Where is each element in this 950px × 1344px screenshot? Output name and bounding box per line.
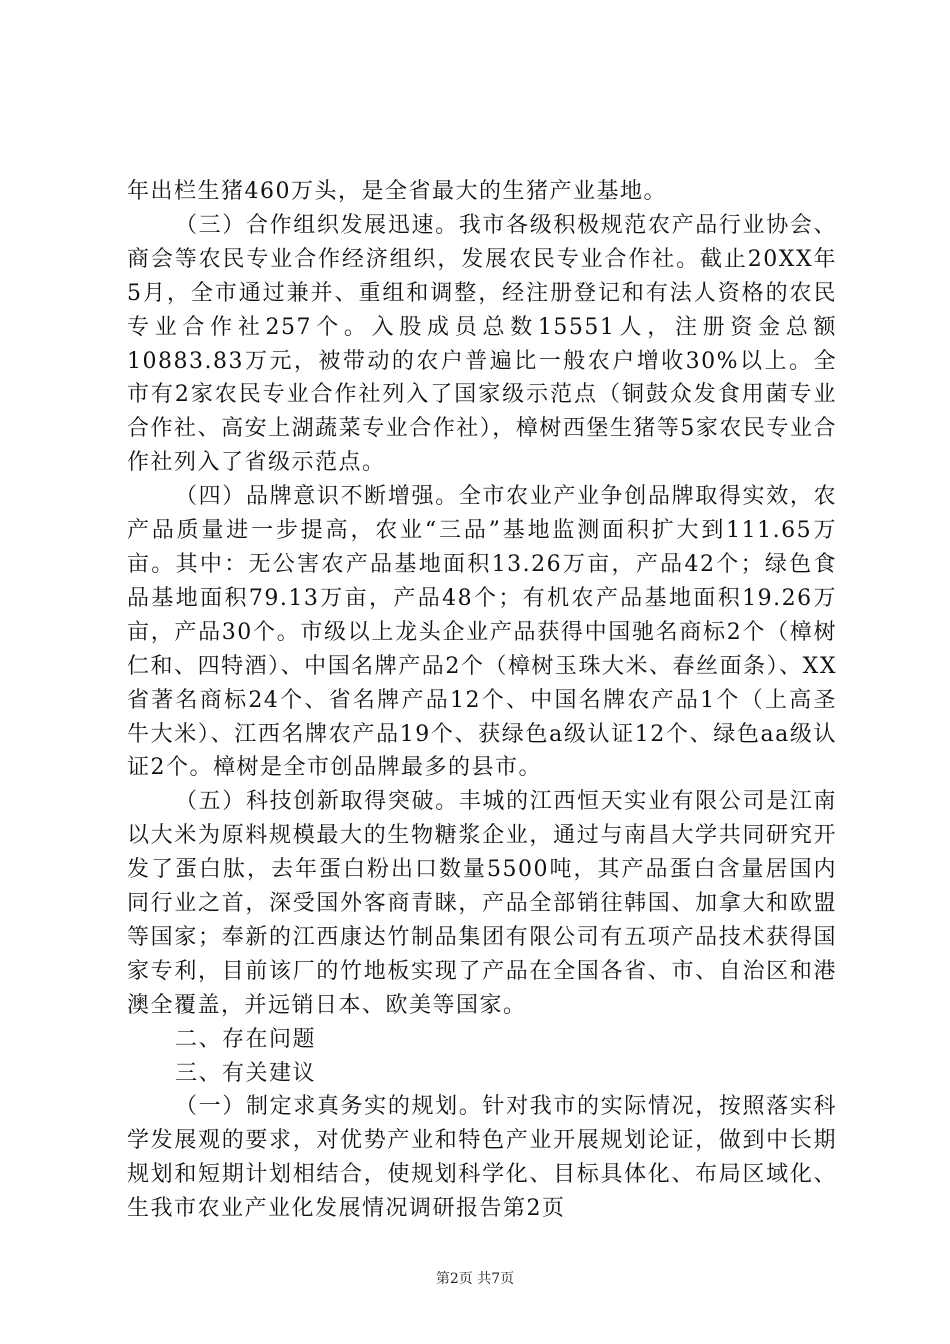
page-number-footer: 第2页 共7页 — [435, 1271, 515, 1287]
paragraph-cooperatives: （三）合作组织发展迅速。我市各级积极规范农产品行业协会、商会等农民专业合作经济组织，发展农民专业合作社。截止20XX年5月，全市通过兼并、重组和调整，经注册登记和有法人资格的农民专业合作社257个。入股成员总数15551人，注册资金总额10883.83万元，被带动的农户普遍比一般农户增收30%以上。全市有2家农民专业合作社列入了国家级示范点（铜鼓众发食用菌专业合作社、高安上湖蔬菜专业合作社），樟树西堡生猪等5家农民专业合作社列入了省级示范点。 — [127, 212, 837, 476]
paragraph-technology: （五）科技创新取得突破。丰城的江西恒天实业有限公司是江南以大米为原料规模最大的生物糖浆企业，通过与南昌大学共同研究开发了蛋白肽，去年蛋白粉出口数量5500吨，其产品蛋白含量居国内同行业之首，深受国外客商青睐，产品全部销往韩国、加拿大和欧盟等国家；奉新的江西康达竹制品集团有限公司有五项产品技术获得国家专利，目前该厂的竹地板实现了产品在全国各省、市、自治区和港澳全覆盖，并远销日本、欧美等国家。 — [127, 789, 837, 1018]
heading-problems: 二、存在问题 — [175, 1026, 317, 1052]
paragraph-planning: （一）制定求真务实的规划。针对我市的实际情况，按照落实科学发展观的要求，对优势产业和特色产业开展规划论证，做到中长期规划和短期计划相结合，使规划科学化、目标具体化、布局区域化、生我市农业产业化发展情况调研报告第2页 — [127, 1094, 837, 1222]
document-body — [127, 175, 837, 1226]
paragraph-brands: （四）品牌意识不断增强。全市农业产业争创品牌取得实效，农产品质量进一步提高，农业“三品”基地监测面积扩大到111.65万亩。其中：无公害农产品基地面积13.26万亩，产品42个；绿色食品基地面积79.13万亩，产品48个；有机农产品基地面积19.26万亩，产品30个。市级以上龙头企业产品获得中国驰名商标2个（樟树仁和、四特酒）、中国名牌产品2个（樟树玉珠大米、春丝面条）、XX省著名商标24个、省名牌产品12个、中国名牌农产品1个（上高圣牛大米）、江西名牌农产品19个、获绿色a级认证12个、绿色aa级认证2个。樟树是全市创品牌最多的县市。 — [127, 484, 837, 781]
paragraph-continuation: 年出栏生猪460万头，是全省最大的生猪产业基地。 — [127, 179, 667, 204]
heading-suggestions: 三、有关建议 — [175, 1060, 317, 1086]
